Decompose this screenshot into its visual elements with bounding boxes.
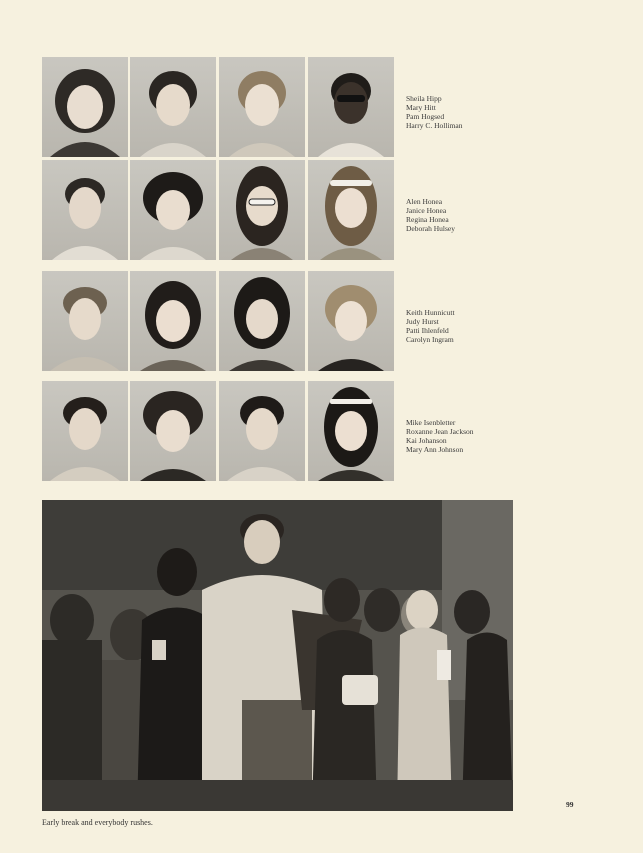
student-name: Mike Isenbletter xyxy=(406,418,456,427)
candid-hallway-photo xyxy=(42,500,513,811)
portrait-photo xyxy=(42,57,128,157)
name-list xyxy=(406,418,526,454)
student-name: Kai Johanson xyxy=(406,436,447,445)
portrait-photo xyxy=(42,160,128,260)
student-name: Roxanne Jean Jackson xyxy=(406,427,474,436)
student-name: Regina Honea xyxy=(406,215,449,224)
portrait-row xyxy=(42,381,602,481)
portrait-photo xyxy=(130,57,216,157)
portrait-photo xyxy=(219,381,305,481)
portrait-photo xyxy=(308,381,394,481)
portrait-row xyxy=(42,271,602,371)
student-name: Carolyn Ingram xyxy=(406,335,454,344)
portrait-photo xyxy=(308,57,394,157)
student-name: Janice Honea xyxy=(406,206,447,215)
name-list xyxy=(406,94,526,130)
portrait-row xyxy=(42,57,602,157)
portrait-photo xyxy=(130,381,216,481)
student-name: Deborah Hulsey xyxy=(406,224,455,233)
portrait-photo xyxy=(308,271,394,371)
portrait-photo xyxy=(219,271,305,371)
portrait-photo xyxy=(219,57,305,157)
student-name: Pam Hogsed xyxy=(406,112,445,121)
student-name: Patti Ihlenfeld xyxy=(406,326,449,335)
portrait-photo xyxy=(42,271,128,371)
photo-caption: Early break and everybody rushes. xyxy=(42,818,153,827)
portrait-photo xyxy=(308,160,394,260)
portrait-photo xyxy=(42,381,128,481)
student-name: Keith Hunnicutt xyxy=(406,308,455,317)
name-list xyxy=(406,197,526,233)
page-number: 99 xyxy=(566,800,574,809)
student-name: Mary Hitt xyxy=(406,103,436,112)
student-name: Harry C. Holliman xyxy=(406,121,463,130)
portrait-photo xyxy=(130,271,216,371)
portrait-photo xyxy=(130,160,216,260)
student-name: Alen Honea xyxy=(406,197,443,206)
student-name: Judy Hurst xyxy=(406,317,439,326)
name-list xyxy=(406,308,526,344)
portrait-row xyxy=(42,160,602,260)
student-name: Sheila Hipp xyxy=(406,94,442,103)
student-name: Mary Ann Johnson xyxy=(406,445,464,454)
portrait-photo xyxy=(219,160,305,260)
